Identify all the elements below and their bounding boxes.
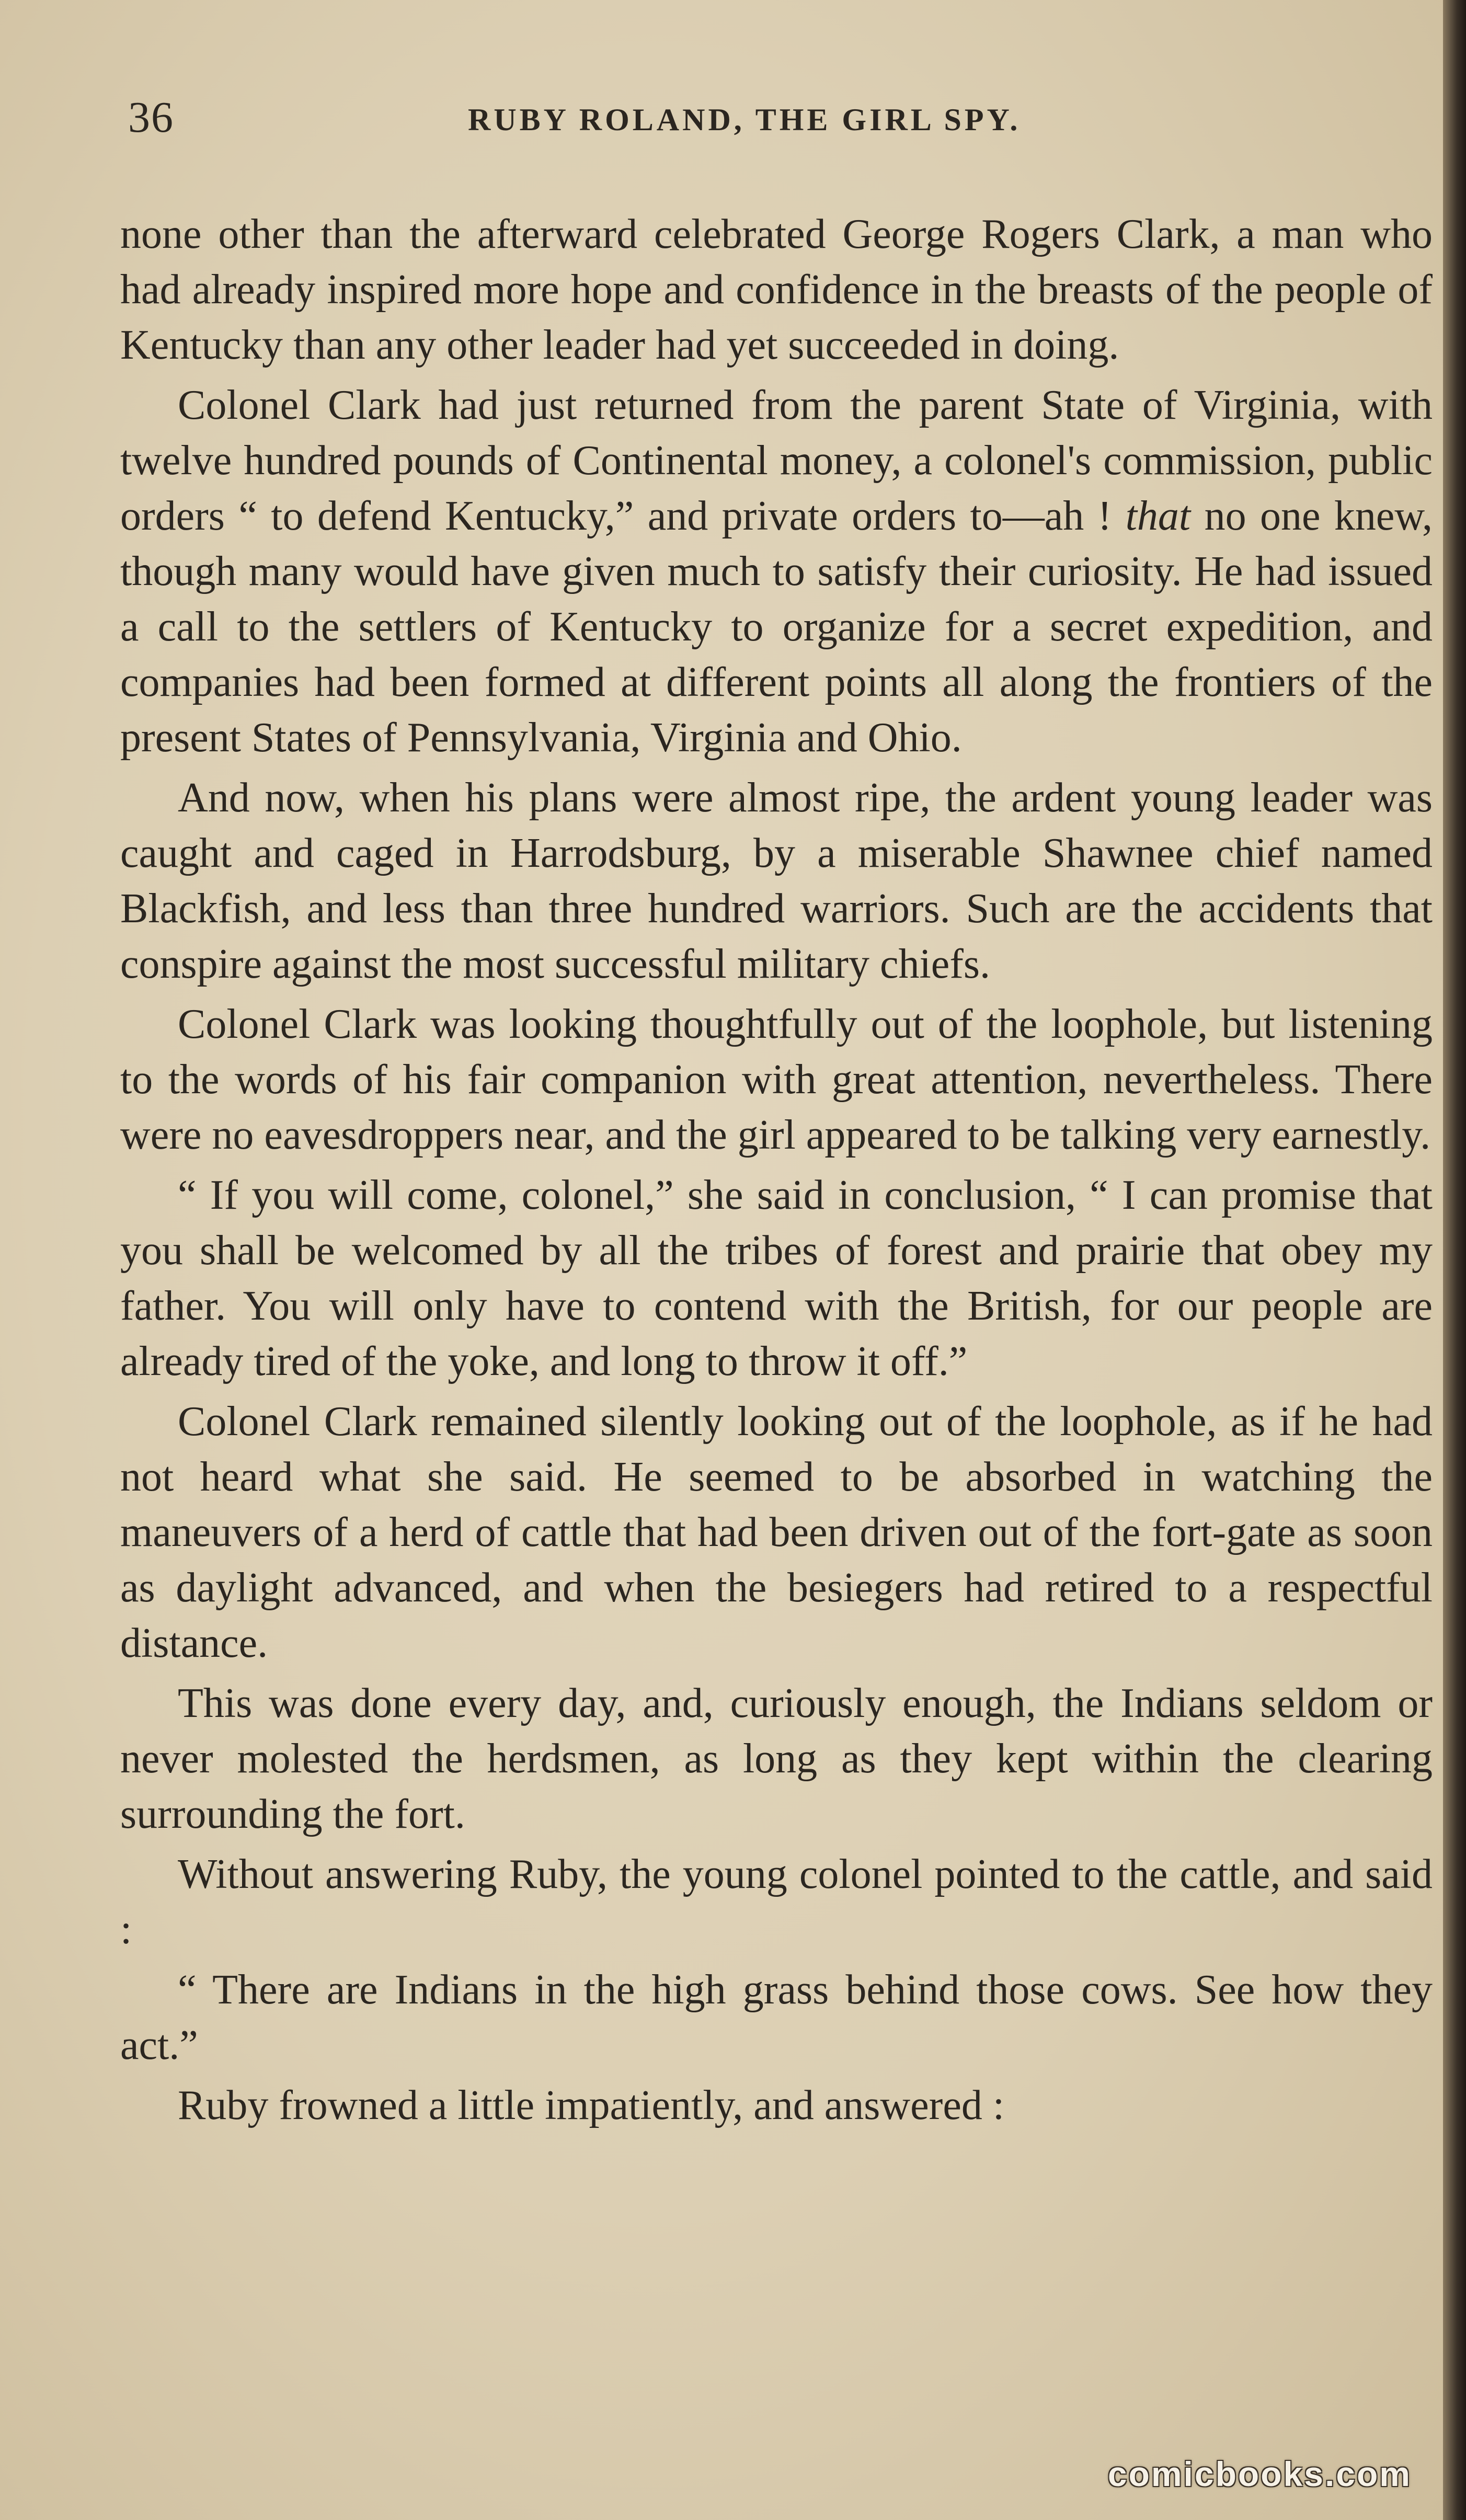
page-header [128,89,1440,152]
site-watermark: comicbooks.com [1107,2455,1412,2493]
paragraph: And now, when his plans were almost ripe, the ardent young leader was caught and caged in Harrodsburg, by a miserable Shawnee chief named Blackfish, and less than three hundred warriors. Such are the accidents that conspire against the most successful military chiefs. [120,775,1433,987]
paragraph: “ If you will come, colonel,” she said in conclusion, “ I can promise that you shall be welcomed by all the tribes of forest and prairie that obey my father. You will only have to contend with the British, for our people are already tired of the yoke, and long to throw it off.” [120,1172,1433,1384]
paragraph: Ruby frowned a little impatiently, and answered : [178,2082,1005,2128]
body-text [120,207,1433,2138]
paragraph: Colonel Clark was looking thoughtfully out of the loophole, but listening to the words of his fair companion with great attention, nevertheless. There were no eavesdroppers near, and the girl appeared to be talking very earnestly. [120,1001,1433,1158]
paragraph: Colonel Clark had just returned from the parent State of Virginia, with twelve hundred pounds of Continental money, a colonel's commission, public orders “ to defend Kentucky,” and private orders to—ah ! that no one knew, though many would have given much to satisfy their curiosity. He had issued a call to the settlers of Kentucky to organize for a secret expedition, and companies had been formed at different points all along the frontiers of the present States of Pennsylvania, Virginia and Ohio. [120,382,1433,761]
page-binding-edge [1443,0,1466,2520]
page-number: 36 [128,93,174,142]
paragraph: “ There are Indians in the high grass behind those cows. See how they act.” [120,1967,1433,2068]
paragraph: none other than the afterward celebrated George Rogers Clark, a man who had already inspired more hope and confidence in the breasts of the people of Kentucky than any other leader had yet succeeded in doing. [120,211,1433,368]
paragraph: Without answering Ruby, the young colonel pointed to the cattle, and said : [120,1851,1433,1953]
italic-emphasis: that [1125,493,1191,539]
running-title: RUBY ROLAND, THE GIRL SPY. [468,102,1021,137]
paragraph: This was done every day, and, curiously enough, the Indians seldom or never molested the herdsmen, as long as they kept within the clearing surrounding the fort. [120,1680,1433,1837]
paragraph: Colonel Clark remained silently looking out of the loophole, as if he had not heard what she said. He seemed to be absorbed in watching the maneuvers of a herd of cattle that had been driven out of the fort-gate as soon as daylight advanced, and when the besiegers had retired to a respectful distance. [120,1399,1433,1666]
